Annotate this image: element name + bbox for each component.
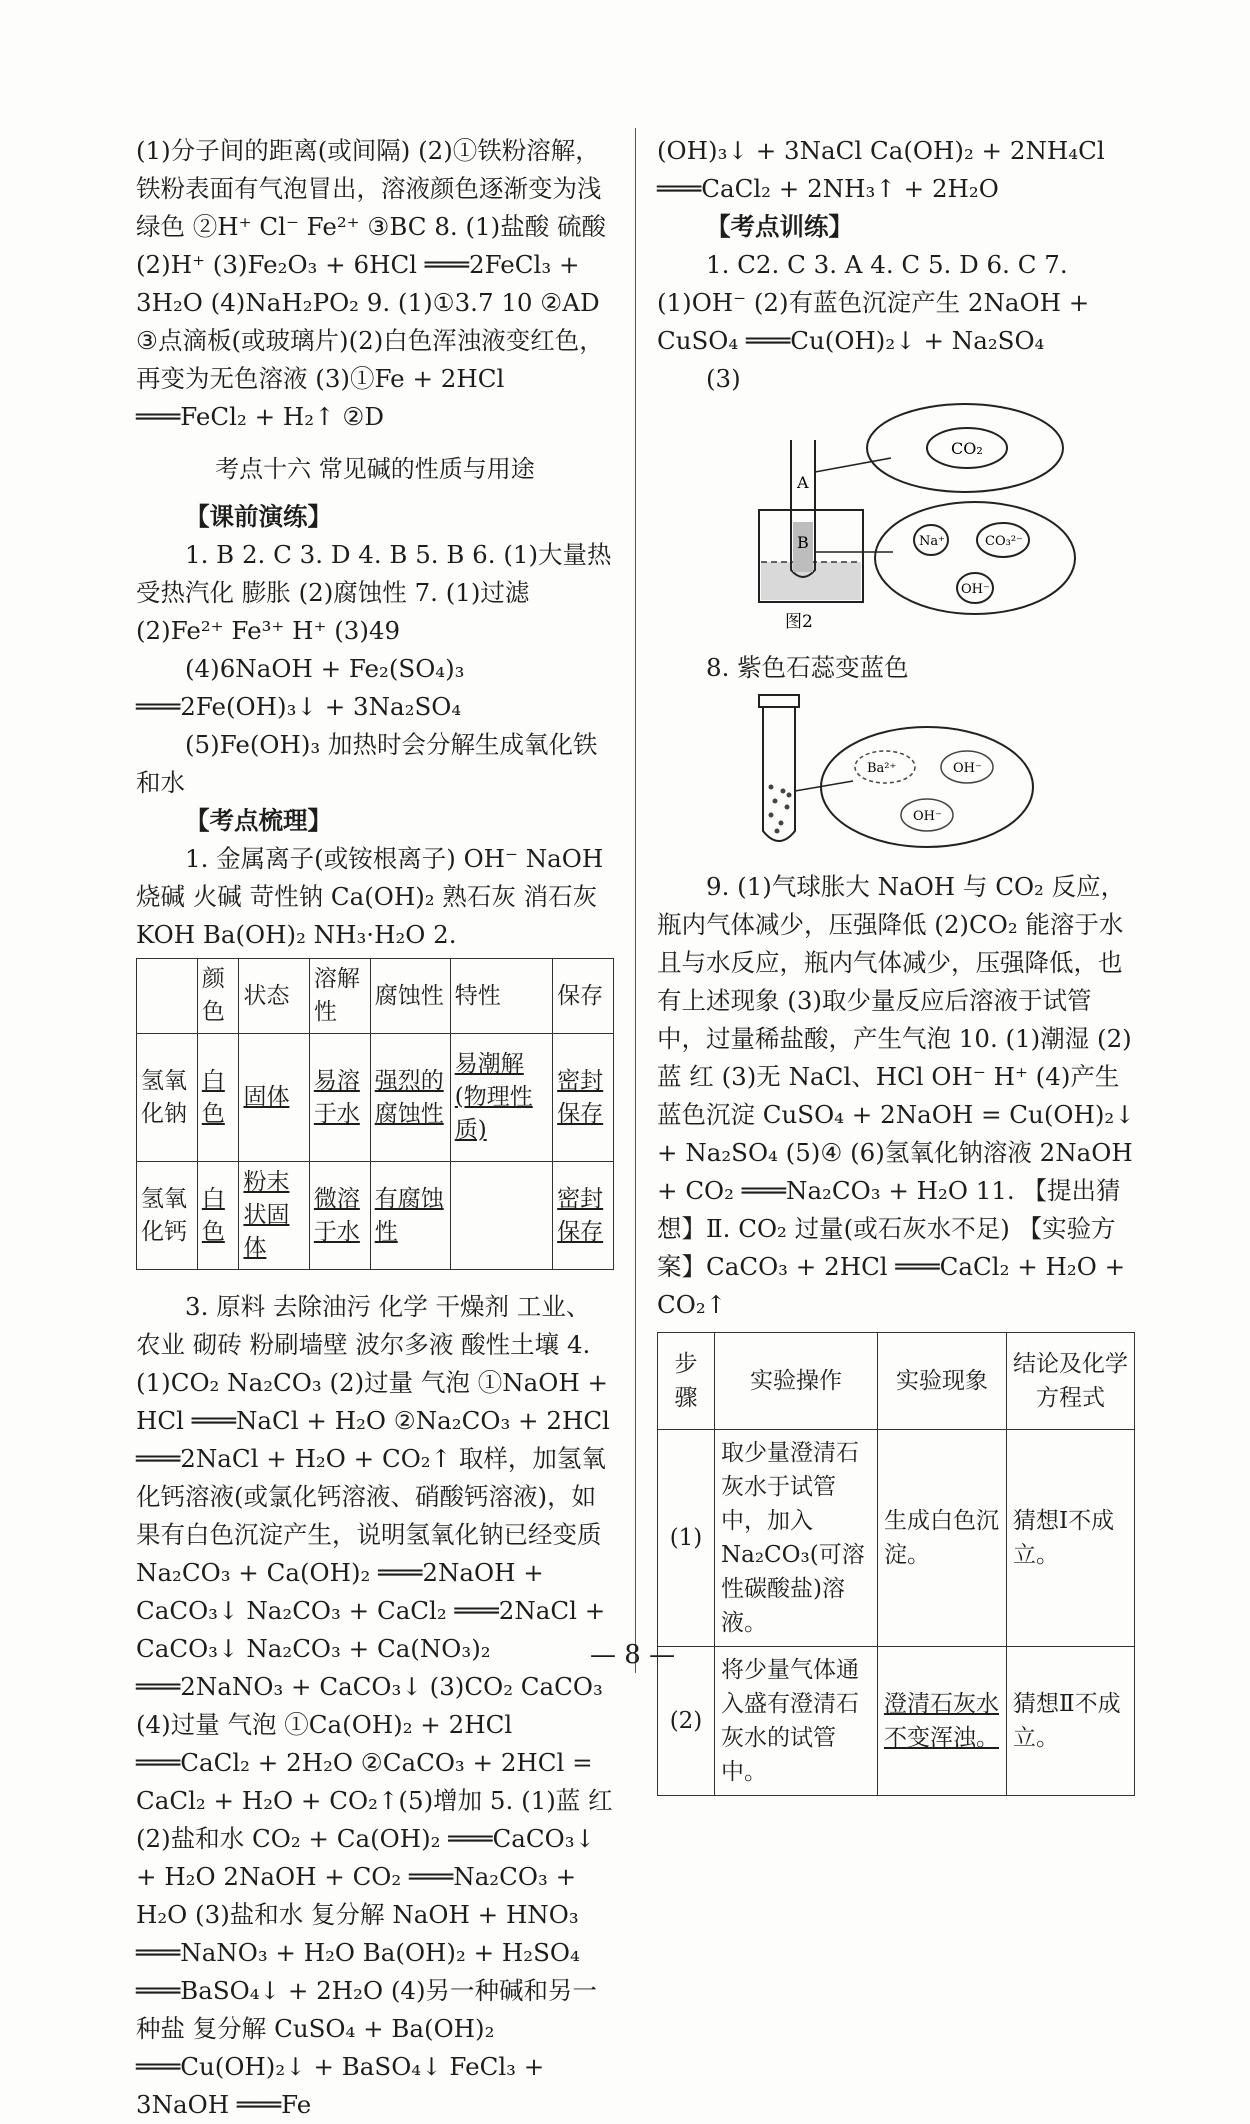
table-header-row (658, 1333, 1135, 1430)
table-cell: 粉末状固体 (239, 1162, 309, 1270)
ion-oh: OH⁻ (913, 809, 942, 824)
heading-pre-practice: 【课前演练】 (185, 502, 332, 531)
ion-na: Na⁺ (919, 534, 945, 549)
table-header-cell: 实验现象 (878, 1333, 1007, 1430)
table-cell: 微溶于水 (309, 1162, 370, 1270)
table-cell: 白色 (197, 1162, 239, 1270)
table-header-cell: 保存 (553, 959, 614, 1034)
table-cell: 白色 (197, 1034, 239, 1162)
training-answers: 1. C2. C 3. A 4. C 5. D 6. C 7. (1)OH⁻ (2)有蓝色沉淀产生 2NaOH + CuSO₄ ═══Cu(OH)₂↓ + Na₂SO₄ (657, 250, 1090, 355)
figure-2 (657, 402, 1135, 643)
table-cell: 猜想Ⅰ不成立。 (1007, 1430, 1135, 1647)
ion-oh: OH⁻ (953, 761, 982, 776)
heading-training: 【考点训练】 (706, 212, 853, 241)
review-answers: 1. 金属离子(或铵根离子) OH⁻ NaOH 烧碱 火碱 苛性钠 Ca(OH)₂ 熟石灰 消石灰 KOH Ba(OH)₂ NH₃·H₂O 2. (136, 844, 604, 949)
table-cell: 澄清石灰水不变浑浊。 (878, 1647, 1007, 1796)
table-cell: 将少量气体通入盛有澄清石灰水的试管中。 (715, 1647, 878, 1796)
figure-caption: 图2 (785, 612, 813, 632)
table-cell: 易溶于水 (309, 1034, 370, 1162)
intro-answers: (1)分子间的距离(或间隔) (2)①铁粉溶解，铁粉表面有气泡冒出，溶液颜色逐渐变为浅绿色 ②H⁺ Cl⁻ Fe²⁺ ③BC 8. (1)盐酸 硫酸 (2)H⁺ (3)Fe₂O₃ + 6HCl ═══2FeCl₃ + 3H₂O (4)NaH₂PO₂ 9. (1)①3.7 10 ②AD ③点滴板(或玻璃片)(2)白色浑浊液变红色，再变为无色溶液 (3)①Fe + 2HCl ═══FeCl₂ + H₂↑ ②D (136, 136, 606, 431)
table-header-cell: 结论及化学方程式 (1007, 1333, 1135, 1430)
section-title: 考点十六 常见碱的性质与用途 (215, 455, 535, 483)
solution-bubble (875, 502, 1075, 614)
ion-oh: OH⁻ (961, 582, 990, 597)
table-row (137, 1162, 614, 1270)
table-cell: 氢氧化钙 (137, 1162, 198, 1270)
table-header-cell: 状态 (239, 959, 309, 1034)
training-item-3: (3) (706, 364, 741, 393)
table-header-cell: 溶解性 (309, 959, 370, 1034)
right-column (657, 132, 1135, 1796)
experiment-table (657, 1332, 1135, 1796)
table-cell (450, 1162, 552, 1270)
tube-stopper (759, 695, 799, 707)
continued-equations: (OH)₃↓ + 3NaCl Ca(OH)₂ + 2NH₄Cl ═══CaCl₂ + 2NH₃↑ + 2H₂O (657, 136, 1105, 203)
base-properties-table (136, 958, 614, 1270)
table-cell: 有腐蚀性 (370, 1162, 450, 1270)
ion-co3: CO₃²⁻ (985, 534, 1023, 549)
table-cell: 密封保存 (553, 1034, 614, 1162)
figure-3 (657, 691, 1135, 862)
label-b: B (797, 533, 809, 552)
q9-q11-answers: 9. (1)气球胀大 NaOH 与 CO₂ 反应，瓶内气体减少，压强降低 (2)CO₂ 能溶于水且与水反应，瓶内气体减少，压强降低，也有上述现象 (3)取少量反应后溶液于试管中，过量稀盐酸，产生气泡 10. (1)潮湿 (2)蓝 红 (3)无 NaCl、HCl OH⁻ H⁺ (4)产生蓝色沉淀 CuSO₄ + 2NaOH = Cu(OH)₂↓ + Na₂SO₄ (5)④ (6)氢氧化钠溶液 2NaOH + CO₂ ═══Na₂CO₃ + H₂O 11. 【提出猜想】Ⅱ. CO₂ 过量(或石灰水不足) 【实验方案】CaCO₃ + 2HCl ═══CaCl₂ + H₂O + CO₂↑ (657, 872, 1135, 1319)
figure-2-diagram (657, 402, 1135, 632)
table-cell: 氢氧化钠 (137, 1034, 198, 1162)
table-cell: 生成白色沉淀。 (878, 1430, 1007, 1647)
table-header-cell: 腐蚀性 (370, 959, 450, 1034)
ion-co2: CO₂ (951, 439, 983, 458)
table-cell: (1) (658, 1430, 715, 1647)
table-header-row (137, 959, 614, 1034)
callout-line (795, 781, 853, 791)
table-row (137, 1034, 614, 1162)
table-cell: 固体 (239, 1034, 309, 1162)
table-row (658, 1430, 1135, 1647)
page-number: — 8 — (590, 1640, 676, 1670)
pre-answers-1: 1. B 2. C 3. D 4. B 5. B 6. (1)大量热 受热汽化 膨胀 (2)腐蚀性 7. (1)过滤 (2)Fe²⁺ Fe³⁺ H⁺ (3)49 (136, 540, 612, 645)
pre-answers-3: (5)Fe(OH)₃ 加热时会分解生成氧化铁和水 (136, 730, 598, 797)
body-answers: 3. 原料 去除油污 化学 干燥剂 工业、农业 砌砖 粉刷墙壁 波尔多液 酸性土壤 4. (1)CO₂ Na₂CO₃ (2)过量 气泡 ①NaOH + HCl ═══NaCl + H₂O ②Na₂CO₃ + 2HCl ═══2NaCl + H₂O + CO₂↑ 取样，加氢氧化钙溶液(或氯化钙溶液、硝酸钙溶液)，如果有白色沉淀产生，说明氢氧化钠已经变质 Na₂CO₃ + Ca(OH)₂ ═══2NaOH + CaCO₃↓ Na₂CO₃ + CaCl₂ ═══2NaCl + CaCO₃↓ Na₂CO₃ + Ca(NO₃)₂ ═══2NaNO₃ + CaCO₃↓ (3)CO₂ CaCO₃ (4)过量 气泡 ①Ca(OH)₂ + 2HCl ═══CaCl₂ + 2H₂O ②CaCO₃ + 2HCl = CaCl₂ + H₂O + CO₂↑(5)增加 5. (1)蓝 红 (2)盐和水 CO₂ + Ca(OH)₂ ═══CaCO₃↓ + H₂O 2NaOH + CO₂ ═══Na₂CO₃ + H₂O (3)盐和水 复分解 NaOH + HNO₃ ═══NaNO₃ + H₂O Ba(OH)₂ + H₂SO₄ ═══BaSO₄↓ + 2H₂O (4)另一种碱和另一种盐 复分解 CuSO₄ + Ba(OH)₂ ═══Cu(OH)₂↓ + BaSO₄↓ FeCl₃ + 3NaOH ═══Fe (136, 1292, 613, 2119)
q8-answer: 8. 紫色石蕊变蓝色 (706, 653, 909, 682)
solution-bubble (821, 727, 1033, 847)
heading-review: 【考点梳理】 (185, 806, 332, 835)
test-tube (763, 707, 795, 841)
column-divider (635, 128, 636, 1673)
ion-ba: Ba²⁺ (867, 761, 897, 776)
label-a: A (797, 473, 809, 492)
table-cell: (2) (658, 1647, 715, 1796)
left-column (136, 132, 614, 2124)
table-cell: 易潮解(物理性质) (450, 1034, 552, 1162)
table-row (658, 1647, 1135, 1796)
table-header-cell: 实验操作 (715, 1333, 878, 1430)
table-cell: 强烈的腐蚀性 (370, 1034, 450, 1162)
table-header-cell: 特性 (450, 959, 552, 1034)
figure-3-diagram (657, 691, 1135, 851)
table-header-cell: 颜色 (197, 959, 239, 1034)
table-cell: 猜想Ⅱ不成立。 (1007, 1647, 1135, 1796)
table-cell: 密封保存 (553, 1162, 614, 1270)
table-cell: 取少量澄清石灰水于试管中，加入Na₂CO₃(可溶性碳酸盐)溶液。 (715, 1430, 878, 1647)
table-header-cell: 步骤 (658, 1333, 715, 1430)
precipitate-dots (769, 785, 792, 834)
pre-answers-2: (4)6NaOH + Fe₂(SO₄)₃ ═══2Fe(OH)₃↓ + 3Na₂SO₄ (136, 654, 465, 721)
table-header-cell (137, 959, 198, 1034)
